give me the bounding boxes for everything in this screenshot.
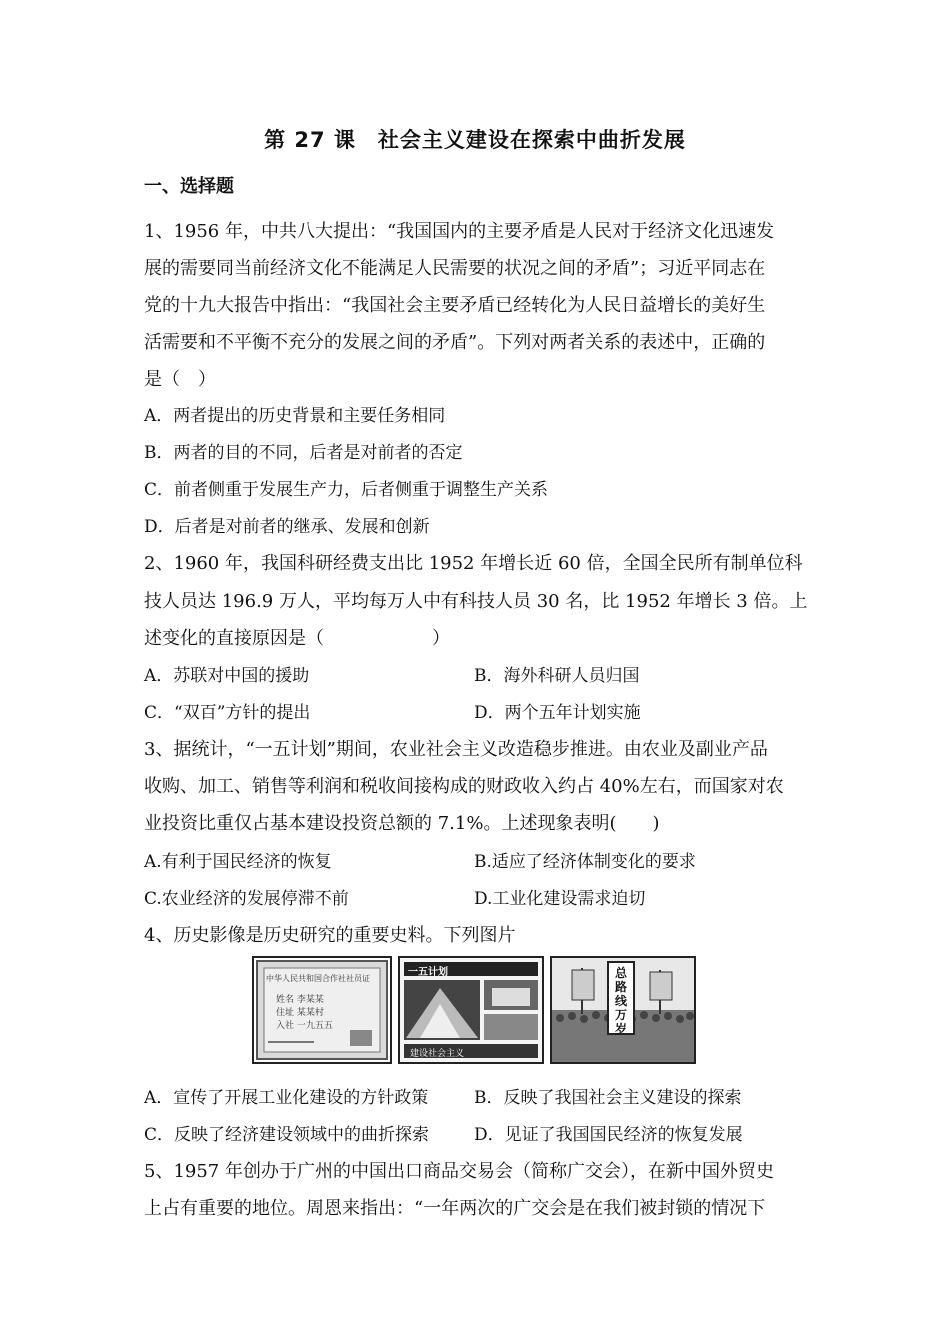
q3-option-b[interactable]: B.适应了经济体制变化的要求 (474, 852, 696, 872)
parade-photo-image (550, 956, 696, 1064)
historical-photos (252, 956, 696, 1064)
section-heading: 一、选择题 (144, 176, 234, 197)
q3-option-c[interactable]: C.农业经济的发展停滞不前 (144, 889, 349, 909)
q4-option-c[interactable]: C．反映了经济建设领域中的曲折探索 (144, 1125, 430, 1145)
q4-option-d[interactable]: D．见证了我国国民经济的恢复发展 (474, 1125, 743, 1145)
q4-line: 4、历史影像是历史研究的重要史料。下列图片 (144, 925, 516, 946)
q2-line: 技人员达 196.9 万人，平均每万人中有科技人员 30 名，比 1952 年增长 3 倍。上 (144, 591, 808, 612)
q3-line: 3、据统计，“一五计划”期间，农业社会主义改造稳步推进。由农业及副业产品 (144, 739, 768, 760)
q1-option-d[interactable]: D．后者是对前者的继承、发展和创新 (144, 517, 430, 537)
certificate-line: 姓名 李某某 (276, 995, 324, 1005)
membership-certificate-image (252, 956, 392, 1064)
q5-line: 上占有重要的地位。周恩来指出：“一年两次的广交会是在我们被封锁的情况下 (144, 1198, 766, 1219)
certificate-header: 中华人民共和国合作社社员证 (266, 974, 370, 983)
q2-line: 2、1960 年，我国科研经费支出比 1952 年增长近 60 倍，全国全民所有制单位科 (144, 553, 803, 574)
poster-caption: 建设社会主义 (410, 1049, 465, 1059)
q1-option-a[interactable]: A．两者提出的历史背景和主要任务相同 (144, 406, 446, 426)
q1-line: 是（ ） (144, 369, 216, 390)
q2-option-b[interactable]: B．海外科研人员归国 (474, 666, 640, 686)
poster-banner: 一五计划 (408, 967, 448, 978)
q2-option-d[interactable]: D．两个五年计划实施 (474, 703, 641, 723)
lesson-title: 第 27 课 社会主义建设在探索中曲折发展 (264, 128, 686, 152)
q4-option-a[interactable]: A．宣传了开展工业化建设的方针政策 (144, 1088, 429, 1108)
q2-option-a[interactable]: A．苏联对中国的援助 (144, 666, 310, 686)
q1-option-b[interactable]: B．两者的目的不同，后者是对前者的否定 (144, 443, 463, 463)
parade-banner: 总路线万岁 (615, 966, 628, 1036)
q5-line: 5、1957 年创办于广州的中国出口商品交易会（简称广交会），在新中国外贸史 (144, 1161, 774, 1182)
q1-line: 活需要和不平衡不充分的发展之间的矛盾”。下列对两者关系的表述中，正确的 (144, 332, 766, 353)
q1-line: 1、1956 年，中共八大提出：“我国国内的主要矛盾是人民对于经济文化迅速发 (144, 221, 775, 242)
q3-option-d[interactable]: D.工业化建设需求迫切 (474, 889, 646, 909)
q2-option-c[interactable]: C．“双百”方针的提出 (144, 703, 311, 723)
q1-option-c[interactable]: C．前者侧重于发展生产力，后者侧重于调整生产关系 (144, 480, 549, 500)
certificate-line: 入社 一九五五 (276, 1021, 333, 1031)
q2-line: 述变化的直接原因是（ ） (144, 628, 450, 649)
q3-line: 收购、加工、销售等利润和税收间接构成的财政收入约占 40%左右，而国家对农 (144, 776, 784, 797)
q4-option-b[interactable]: B．反映了我国社会主义建设的探索 (474, 1088, 742, 1108)
q1-line: 展的需要同当前经济文化不能满足人民需要的状况之间的矛盾”；习近平同志在 (144, 258, 766, 279)
q1-line: 党的十九大报告中指出：“我国社会主要矛盾已经转化为人民日益增长的美好生 (144, 295, 766, 316)
q3-line: 业投资比重仅占基本建设投资总额的 7.1%。上述现象表明( ) (144, 813, 660, 834)
q3-option-a[interactable]: A.有利于国民经济的恢复 (144, 852, 332, 872)
certificate-line: 住址 某某村 (276, 1008, 324, 1018)
five-year-plan-poster-image (398, 956, 544, 1064)
